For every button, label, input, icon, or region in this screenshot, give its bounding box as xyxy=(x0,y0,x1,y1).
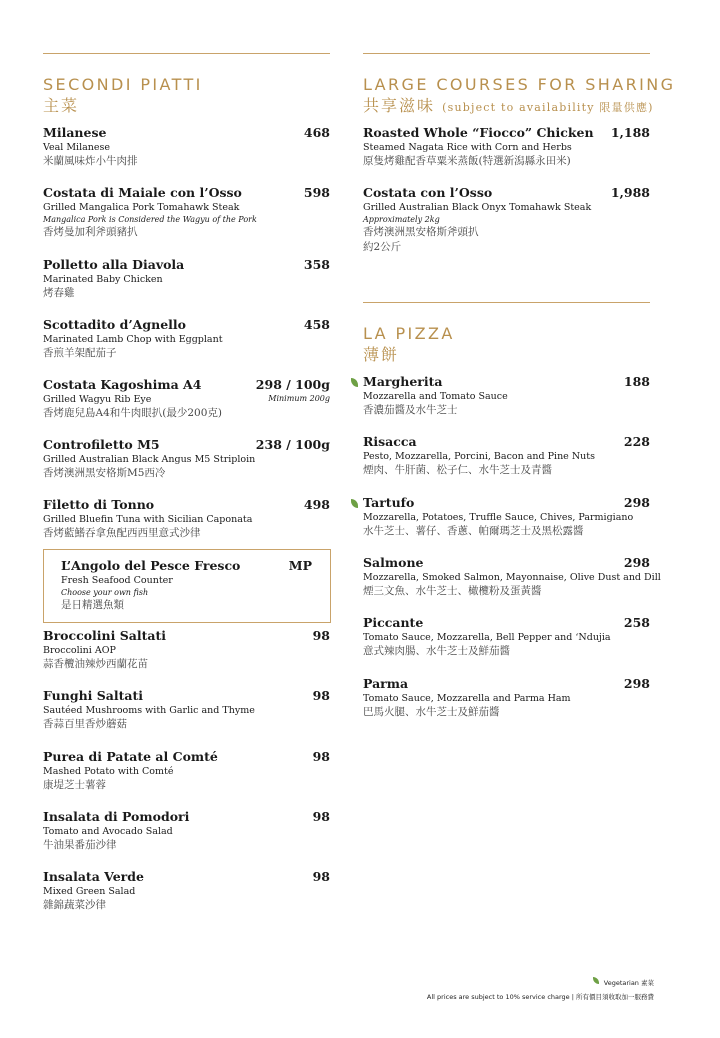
item-price: 468 xyxy=(303,125,330,140)
menu-item-kagoshima xyxy=(43,377,330,421)
item-description: Grilled Wagyu Rib Eye xyxy=(43,394,152,405)
item-price: 98 xyxy=(312,688,330,703)
item-price: 238 / 100g xyxy=(255,437,330,452)
item-price: 188 xyxy=(623,374,650,389)
menu-item-pesce-fresco xyxy=(61,558,312,613)
sharing-title-cn-main: 共享滋味 xyxy=(363,96,436,115)
menu-item-risacca xyxy=(363,434,650,478)
item-description: Pesto, Mozzarella, Porcini, Bacon and Pine Nuts xyxy=(363,451,595,462)
menu-item-controfiletto xyxy=(43,437,330,481)
item-price: 1,188 xyxy=(610,125,650,140)
pizza-title-cn: 薄餅 xyxy=(363,345,400,364)
item-price: 298 xyxy=(623,555,650,570)
menu-item-funghi xyxy=(43,688,330,732)
item-price: 98 xyxy=(312,628,330,643)
item-name: L’Angolo del Pesce Fresco xyxy=(61,558,241,573)
item-description: Tomato and Avocado Salad xyxy=(43,826,173,837)
item-price: 498 xyxy=(303,497,330,512)
item-description: Fresh Seafood Counter xyxy=(61,575,173,586)
menu-item-filetto-tonno xyxy=(43,497,330,541)
item-description-cn: 雜錦蔬菜沙律 xyxy=(43,899,106,911)
item-description: Steamed Nagata Rice with Corn and Herbs xyxy=(363,142,572,153)
item-name: Polletto alla Diavola xyxy=(43,257,185,272)
item-minimum: Minimum 200g xyxy=(268,394,330,403)
menu-item-piccante xyxy=(363,615,650,659)
item-price: 1,988 xyxy=(610,185,650,200)
item-description: Tomato Sauce, Mozzarella, Bell Pepper and ‘Ndujia xyxy=(363,632,611,643)
menu-item-scottadito xyxy=(43,317,330,361)
item-description: Grilled Australian Black Angus M5 Striploin xyxy=(43,454,256,465)
item-description-cn: 米蘭風味炸小牛肉排 xyxy=(43,155,138,167)
vegetarian-leaf-icon xyxy=(351,499,358,508)
item-name: Costata Kagoshima A4 xyxy=(43,377,202,392)
secondi-title: SECONDI PIATTI xyxy=(43,75,203,94)
item-description: Marinated Lamb Chop with Eggplant xyxy=(43,334,223,345)
item-name: Insalata di Pomodori xyxy=(43,809,190,824)
secondi-title-cn: 主菜 xyxy=(43,96,80,115)
item-name: Risacca xyxy=(363,434,417,449)
item-price: 358 xyxy=(303,257,330,272)
item-price: 298 xyxy=(623,676,650,691)
item-description-cn: 香烤藍鰭吞拿魚配西西里意式沙律 xyxy=(43,527,201,539)
menu-item-costata-osso xyxy=(363,185,650,255)
item-name: Costata di Maiale con l’Osso xyxy=(43,185,242,200)
menu-item-costata-maiale xyxy=(43,185,330,240)
item-description-cn: 意式辣肉腸、水牛芝士及鮮茄醬 xyxy=(363,645,510,657)
top-rule-left xyxy=(43,53,330,54)
item-description: Sautéed Mushrooms with Garlic and Thyme xyxy=(43,705,255,716)
item-price: 298 xyxy=(623,495,650,510)
item-description: Mozzarella, Smoked Salmon, Mayonnaise, Olive Dust and Dill xyxy=(363,572,661,583)
menu-item-purea xyxy=(43,749,330,793)
item-name: Piccante xyxy=(363,615,424,630)
item-price: 98 xyxy=(312,869,330,884)
menu-item-insalata-verde xyxy=(43,869,330,913)
item-name: Controfiletto M5 xyxy=(43,437,160,452)
item-description-cn: 烤春雞 xyxy=(43,287,75,299)
item-description: Grilled Australian Black Onyx Tomahawk Steak xyxy=(363,202,592,213)
item-description-cn: 香烤澳洲黑安格斯斧頭扒 xyxy=(363,226,479,238)
item-price: 228 xyxy=(623,434,650,449)
item-description: Mashed Potato with Comté xyxy=(43,766,174,777)
item-note: Mangalica Pork is Considered the Wagyu of the Pork xyxy=(43,215,257,224)
item-name: Salmone xyxy=(363,555,424,570)
item-description-cn: 煙肉、牛肝菌、松子仁、水牛芝士及青醬 xyxy=(363,464,552,476)
item-description: Grilled Mangalica Pork Tomahawk Steak xyxy=(43,202,240,213)
item-description-cn: 水牛芝士、薯仔、香蔥、帕爾瑪芝士及黑松露醬 xyxy=(363,525,584,537)
item-price: 458 xyxy=(303,317,330,332)
sharing-title-sub: (subject to availability 限量供應) xyxy=(442,101,654,114)
item-description-cn: 香烤澳洲黑安格斯M5西冷 xyxy=(43,467,166,479)
item-description-cn-2: 約2公斤 xyxy=(363,241,402,253)
menu-item-salmone xyxy=(363,555,661,599)
pizza-title: LA PIZZA xyxy=(363,324,455,343)
item-name: Milanese xyxy=(43,125,107,140)
item-price: 258 xyxy=(623,615,650,630)
item-description-cn: 香烤鹿兒島A4和牛肉眼扒(最少200克) xyxy=(43,407,222,419)
item-note: Choose your own fish xyxy=(61,588,149,597)
item-price: 298 / 100g xyxy=(255,377,330,392)
item-name: Insalata Verde xyxy=(43,869,144,884)
item-description-cn: 煙三文魚、水牛芝士、橄欖粉及蛋黃醬 xyxy=(363,585,542,597)
item-description-cn: 康堤芝士薯蓉 xyxy=(43,779,106,791)
service-charge-note: All prices are subject to 10% service charge | 所有價目須收取加一服務費 xyxy=(426,993,654,1001)
item-description: Tomato Sauce, Mozzarella and Parma Ham xyxy=(363,693,571,704)
item-description-cn: 香濃茄醬及水牛芝士 xyxy=(363,404,458,416)
item-note: Approximately 2kg xyxy=(363,215,440,224)
item-name: Margherita xyxy=(363,374,443,389)
item-description: Grilled Bluefin Tuna with Sicilian Caponata xyxy=(43,514,253,525)
item-description-cn: 香烤曼加利斧頭豬扒 xyxy=(43,226,138,238)
item-price: MP xyxy=(288,558,312,573)
menu-item-fiocco-chicken xyxy=(363,125,650,169)
item-description: Marinated Baby Chicken xyxy=(43,274,163,285)
item-name: Roasted Whole “Fiocco” Chicken xyxy=(363,125,594,140)
item-description: Broccolini AOP xyxy=(43,645,116,656)
vegetarian-leaf-icon xyxy=(351,378,358,387)
item-name: Parma xyxy=(363,676,409,691)
item-name: Funghi Saltati xyxy=(43,688,144,703)
item-description-cn: 原隻烤雞配香草粟米蒸飯(特選新潟縣永田米) xyxy=(363,155,571,167)
item-name: Filetto di Tonno xyxy=(43,497,155,512)
item-price: 98 xyxy=(312,749,330,764)
item-price: 98 xyxy=(312,809,330,824)
item-description-cn: 是日精選魚類 xyxy=(61,599,124,611)
menu-item-insalata-pomodori xyxy=(43,809,330,853)
sharing-title: LARGE COURSES FOR SHARING xyxy=(363,75,676,94)
item-price: 598 xyxy=(303,185,330,200)
item-description-cn: 蒜香欖油辣炒西蘭花苗 xyxy=(43,658,148,670)
item-description-cn: 巴馬火腿、水牛芝士及鮮茄醬 xyxy=(363,706,500,718)
item-name: Costata con l’Osso xyxy=(363,185,493,200)
item-name: Purea di Patate al Comté xyxy=(43,749,218,764)
item-description: Veal Milanese xyxy=(43,142,111,153)
item-description-cn: 香蒜百里香炒蘑菇 xyxy=(43,718,127,730)
vegetarian-legend: Vegetarian 素菜 xyxy=(603,979,654,987)
vegetarian-legend-leaf-icon xyxy=(593,977,599,984)
item-description: Mozzarella, Potatoes, Truffle Sauce, Chives, Parmigiano xyxy=(363,512,634,523)
pizza-rule xyxy=(363,302,650,303)
menu-item-broccolini xyxy=(43,628,330,672)
menu-item-margherita xyxy=(363,374,650,418)
menu-item-polletto xyxy=(43,257,330,301)
item-description: Mixed Green Salad xyxy=(43,886,136,897)
item-description-cn: 牛油果番茄沙律 xyxy=(43,839,117,851)
item-description: Mozzarella and Tomato Sauce xyxy=(363,391,508,402)
item-description-cn: 香煎羊架配茄子 xyxy=(43,347,117,359)
menu-item-parma xyxy=(363,676,650,720)
menu-item-milanese xyxy=(43,125,330,169)
item-name: Scottadito d’Agnello xyxy=(43,317,186,332)
top-rule-right xyxy=(363,53,650,54)
menu-item-tartufo xyxy=(363,495,650,539)
sharing-title-cn xyxy=(363,93,654,116)
item-name: Tartufo xyxy=(363,495,415,510)
item-name: Broccolini Saltati xyxy=(43,628,167,643)
